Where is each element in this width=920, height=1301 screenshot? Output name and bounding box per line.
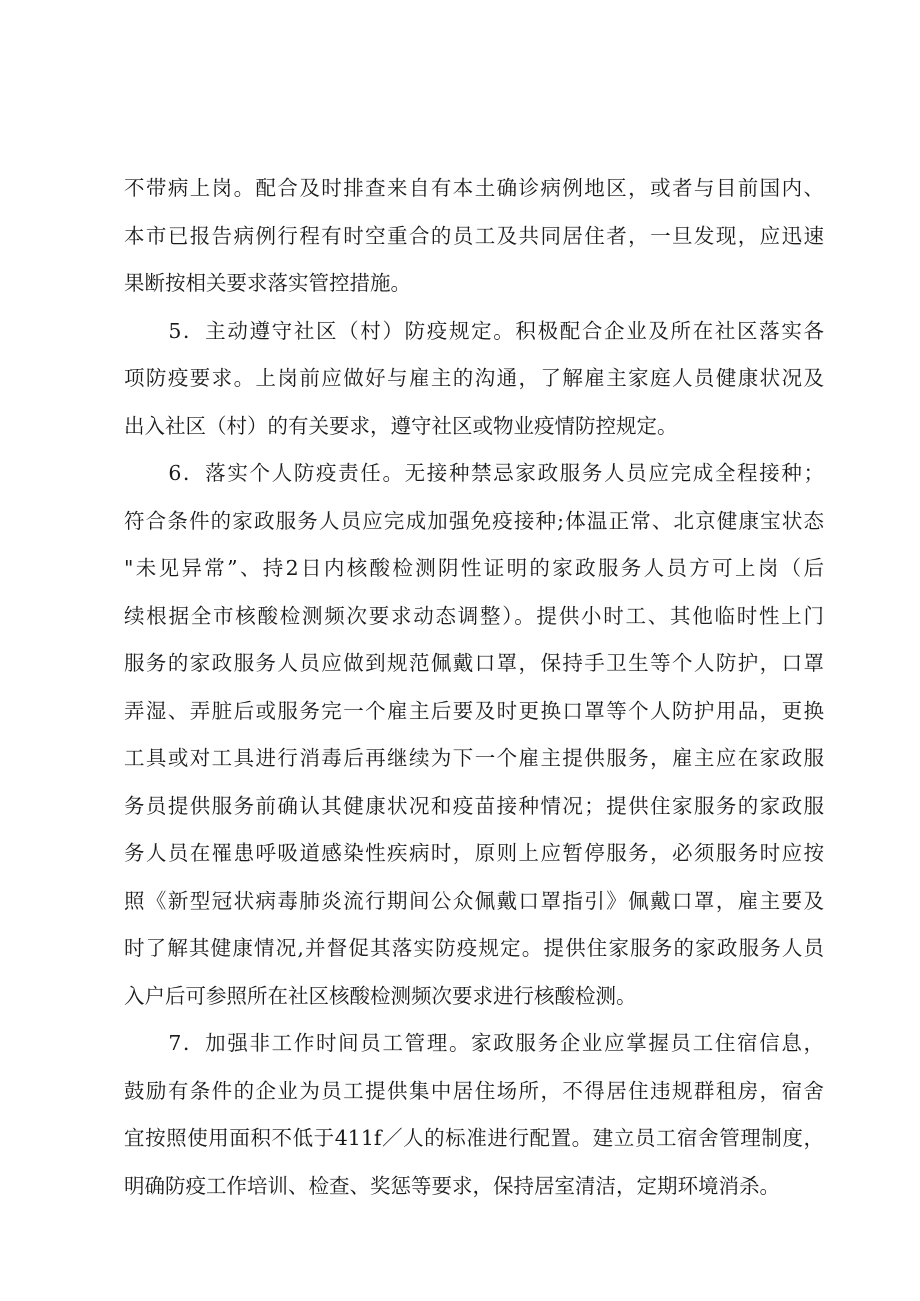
text-line: 鼓励有条件的企业为员工提供集中居住场所，不得居住违规群租房，宿舍 [124, 1078, 824, 1103]
text-line: 务人员在罹患呼吸道感染性疾病时，原则上应暂停服务，必须服务时应按 [124, 841, 824, 865]
paragraph-item-5 [124, 308, 824, 451]
text-line: "未见异常”、持2日内核酸检测阴性证明的家政服务人员方可上岗（后 [124, 556, 824, 580]
text-line: 5．主动遵守社区（村）防疫规定。积极配合企业及所在社区落实各 [124, 318, 824, 343]
text-line: 宜按照使用面积不低于411f／人的标准进行配置。建立员工宿舍管理制度， [124, 1126, 824, 1150]
text-line: 本市已报告病例行程有时空重合的员工及共同居住者，一旦发现，应迅速 [124, 223, 824, 248]
paragraph-continuation [124, 165, 824, 308]
text-line: 服务的家政服务人员应做到规范佩戴口罩，保持手卫生等个人防护，口罩 [124, 651, 824, 675]
text-line: 出入社区（村）的有关要求，遵守社区或物业疫情防控规定。 [124, 413, 678, 438]
text-line: 时了解其健康情况,并督促其落实防疫规定。提供住家服务的家政服务人员 [124, 936, 824, 960]
text-line: 项防疫要求。上岗前应做好与雇主的沟通，了解雇主家庭人员健康状况及 [124, 366, 824, 390]
text-line: 果断按相关要求落实管控措施。 [124, 271, 411, 295]
text-line: 6．落实个人防疫责任。无接种禁忌家政服务人员应完成全程接种； [124, 461, 824, 485]
text-line: 入户后可参照所在社区核酸检测频次要求进行核酸检测。 [124, 983, 637, 1008]
paragraph-item-6 [124, 450, 824, 1020]
text-line: 务员提供服务前确认其健康状况和疫苗接种情况；提供住家服务的家政服 [124, 793, 824, 818]
paragraph-item-7 [124, 1020, 824, 1210]
text-line: 明确防疫工作培训、检查、奖惩等要求，保持居室清洁，定期环境消杀。 [124, 1173, 780, 1198]
document-body [124, 165, 824, 1210]
text-line: 工具或对工具进行消毒后再继续为下一个雇主提供服务，雇主应在家政服 [124, 746, 824, 770]
text-line: 7．加强非工作时间员工管理。家政服务企业应掌握员工住宿信息， [124, 1031, 824, 1055]
text-line: 不带病上岗。配合及时排查来自有本土确诊病例地区，或者与目前国内、 [124, 176, 824, 200]
text-line: 弄湿、弄脏后或服务完一个雇主后要及时更换口罩等个人防护用品，更换 [124, 698, 824, 723]
text-line: 照《新型冠状病毒肺炎流行期间公众佩戴口罩指引》佩戴口罩，雇主要及 [124, 888, 824, 913]
text-line: 续根据全市核酸检测频次要求动态调整）。提供小时工、其他临时性上门 [124, 603, 824, 628]
text-line: 符合条件的家政服务人员应完成加强免疫接种;体温正常、北京健康宝状态 [124, 508, 824, 533]
